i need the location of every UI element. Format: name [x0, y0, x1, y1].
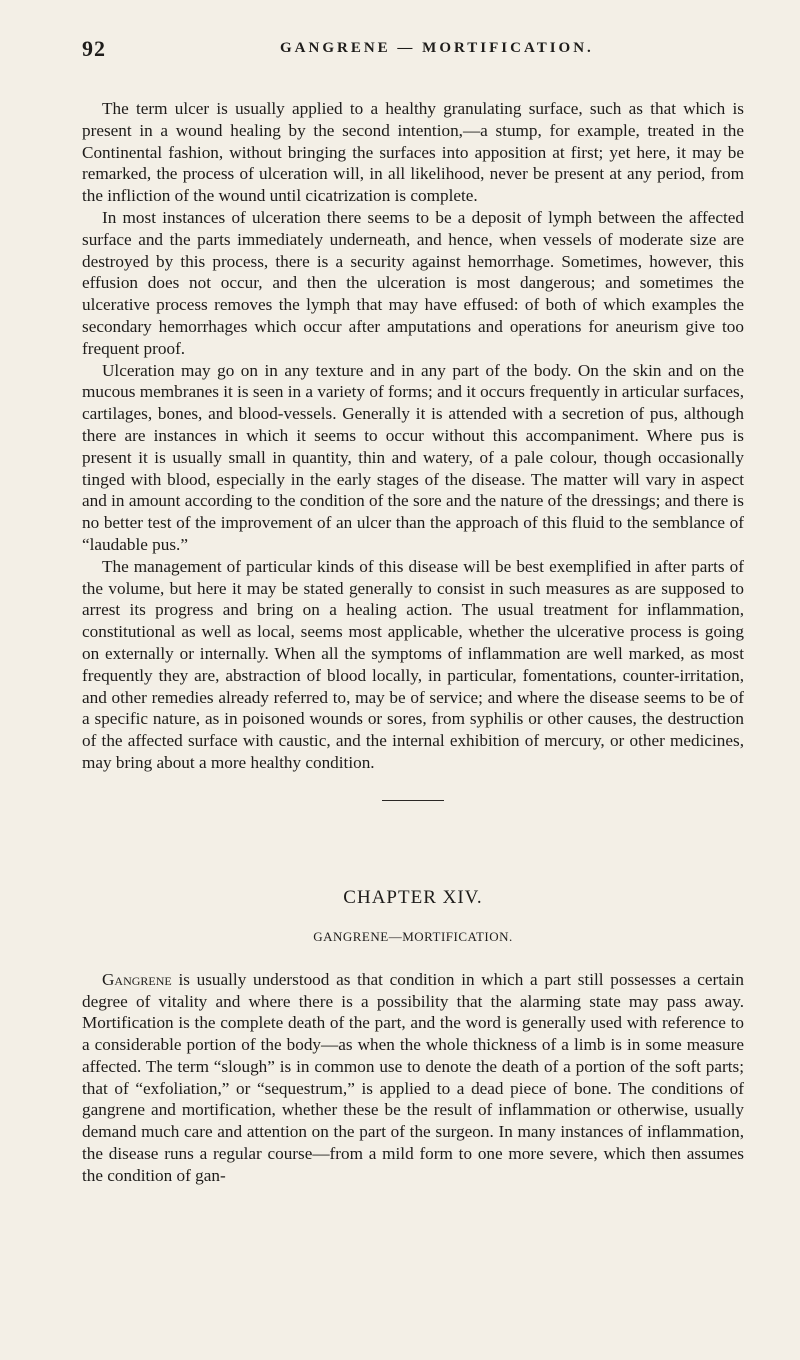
chapter-title: CHAPTER XIV.	[343, 886, 483, 908]
running-head-title: GANGRENE — MORTIFICATION.	[280, 40, 594, 56]
paragraph-ulcer-definition: The term ulcer is usually applied to a healthy granulating surface, such as that which is present in a wound healing by the second intention,—a stump, for example, treated in the Continental fashion, without bringing the surfaces into apposition at first; yet here, it may be remarked, the process of ulceration will, in all likelihood, never be present at any period, from the infliction of the wound until cicatrization is complete.	[82, 99, 744, 206]
paragraph-lymph-deposit: In most instances of ulceration there seems to be a deposit of lymph between the affected surface and the parts immediately underneath, and hence, when vessels of moderate size are destroyed by this process, there is a security against hemorrhage. Sometimes, however, this effusion does not occur, and then the ulceration is most dangerous; and sometimes the ulcerative process removes the lymph that may have effused: of both of which examples the secondary hemorrhages which occur after amputations and operations for aneurism give too frequent proof.	[82, 207, 744, 358]
chapter-first-paragraph-text: is usually understood as that condition in which a part still possesses a certain degree of vitality and where there is a possibility that the alarming state may pass away. Mortification is the complete death of the part, and the word is generally used with reference to a considerable portion of the body—as when the whole thickness of a limb is in some measure affected. The term “slough” is in common use to denote the death of a portion of the soft parts; that of “exfoliation,” or “sequestrum,” is applied to a dead piece of bone. The conditions of gangrene and mortification, whether these be the result of inflammation or otherwise, usually demand much care and attention on the part of the surgeon. In many instances of inflammation, the disease runs a regular course—from a mild form to one more severe, which then assumes the condition of gan-	[82, 969, 744, 1185]
chapter-subtitle: GANGRENE—MORTIFICATION.	[313, 928, 513, 944]
page-number: 92	[82, 36, 106, 61]
paragraph-management: The management of particular kinds of this disease will be best exemplified in after parts of the volume, but here it may be stated generally to consist in such measures as are supposed to arrest its progress and bring on a healing action. The usual treatment for inflammation, constitutional as well as local, seems most applicable, whether the ulcerative process is going on externally or internally. When all the symptoms of inflammation are well marked, as most frequently they are, abstraction of blood locally, in particular, fomentations, counter-irritation, and other remedies already referred to, may be of service; and where the disease seems to be of a specific nature, as in poisoned wounds or sores, from syphilis or other causes, the destruction of the affected surface with caustic, and the internal exhibition of mercury, or other medicines, may bring about a more healthy condition.	[82, 556, 744, 772]
ulcer-section	[82, 98, 744, 774]
section-divider	[382, 800, 444, 801]
running-head	[82, 36, 744, 72]
chapter-lead-word: Gangrene	[102, 969, 172, 989]
paragraph-ulceration-textures: Ulceration may go on in any texture and in any part of the body. On the skin and on the mucous membranes it is seen in a variety of forms; and it occurs frequently in articular surfaces, cartilages, bones, and blood-vessels. Generally it is attended with a secretion of pus, although there are instances in which it seems to occur without this accompaniment. Where pus is present it is usually small in quantity, thin and watery, of a pale colour, though occasionally tinged with blood, especially in the early stages of the disease. The matter will vary in aspect and in amount according to the condition of the sore and the nature of the dressings; and there is no better test of the improvement of an ulcer than the approach of this fluid to the semblance of “laudable pus.”	[82, 360, 744, 554]
paragraph-gangrene-definition	[82, 969, 744, 1187]
